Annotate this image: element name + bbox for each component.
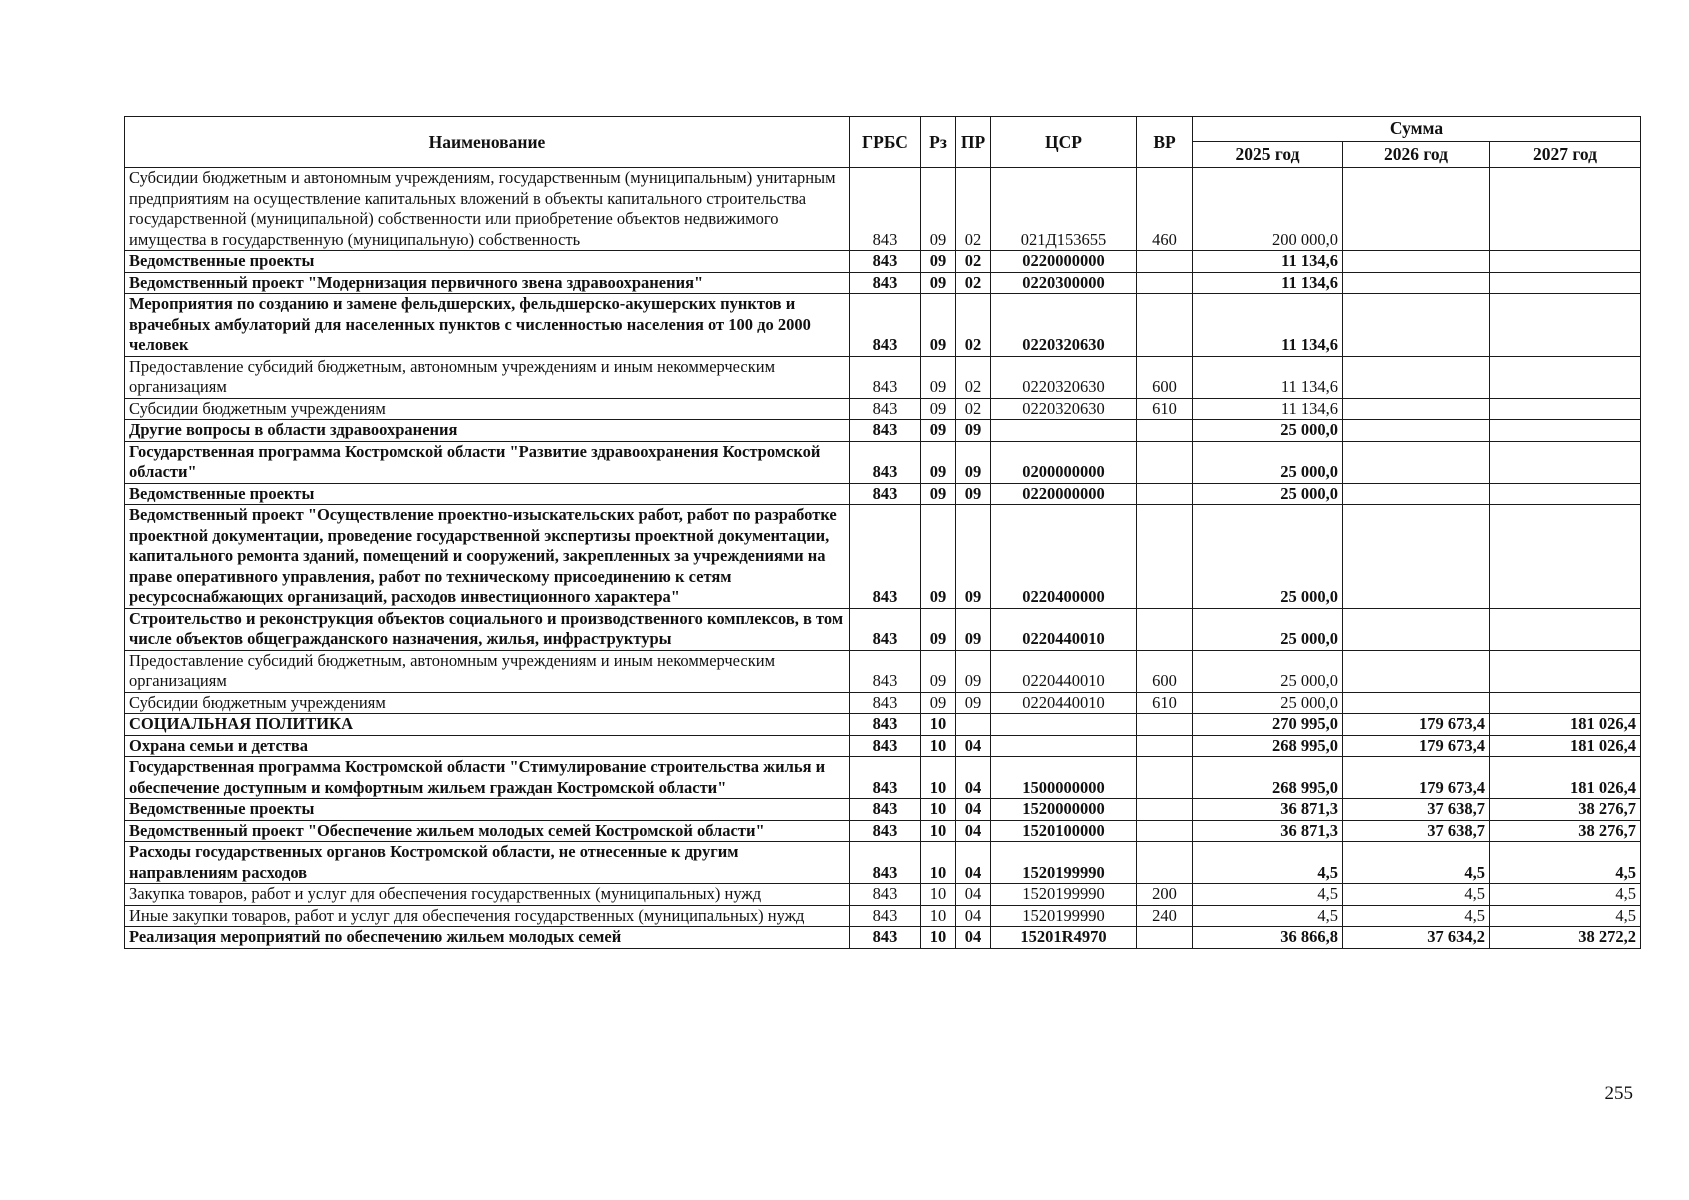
header-grbs: ГРБС [850,117,921,168]
cell-2025: 4,5 [1193,905,1343,927]
cell-2026: 4,5 [1343,905,1490,927]
table-body [125,168,1641,949]
cell-pr: 02 [956,294,991,357]
cell-2025: 25 000,0 [1193,650,1343,692]
cell-grbs: 843 [850,441,921,483]
cell-vr [1137,294,1193,357]
table-row [125,735,1641,757]
cell-grbs: 843 [850,799,921,821]
cell-2026 [1343,608,1490,650]
table-row [125,799,1641,821]
cell-name: Субсидии бюджетным и автономным учреждениям, государственным (муниципальным) унитарным предприятиям на осуществление капитальных вложений в объекты капитального строительства государственной (муниципальной) собственности или приобретение объектов недвижимого имущества в государственную (муниципальную) собственность [125,168,850,251]
cell-grbs: 843 [850,757,921,799]
cell-2025: 25 000,0 [1193,441,1343,483]
cell-vr: 240 [1137,905,1193,927]
cell-pr: 04 [956,735,991,757]
cell-2027 [1490,650,1641,692]
cell-pr [956,714,991,736]
cell-csr: 1520199990 [991,905,1137,927]
cell-2026 [1343,272,1490,294]
cell-csr: 1520000000 [991,799,1137,821]
cell-2025: 25 000,0 [1193,483,1343,505]
cell-name: Другие вопросы в области здравоохранения [125,420,850,442]
table-row [125,842,1641,884]
table-row [125,505,1641,609]
cell-pr: 09 [956,483,991,505]
table-row [125,714,1641,736]
table-row [125,420,1641,442]
cell-2025: 11 134,6 [1193,356,1343,398]
cell-csr: 0220400000 [991,505,1137,609]
cell-name: Закупка товаров, работ и услуг для обеспечения государственных (муниципальных) нужд [125,884,850,906]
header-year-2025: 2025 год [1193,141,1343,167]
cell-name: СОЦИАЛЬНАЯ ПОЛИТИКА [125,714,850,736]
table-row [125,356,1641,398]
cell-rz: 09 [921,692,956,714]
cell-2025: 11 134,6 [1193,251,1343,273]
cell-pr: 09 [956,505,991,609]
cell-2026 [1343,692,1490,714]
cell-pr: 04 [956,820,991,842]
cell-2025: 25 000,0 [1193,420,1343,442]
cell-2025: 25 000,0 [1193,505,1343,609]
cell-2027: 38 272,2 [1490,927,1641,949]
cell-name: Ведомственные проекты [125,251,850,273]
cell-pr: 02 [956,272,991,294]
table-row [125,905,1641,927]
cell-2027: 4,5 [1490,842,1641,884]
cell-2027: 181 026,4 [1490,714,1641,736]
cell-2026 [1343,420,1490,442]
cell-rz: 09 [921,168,956,251]
cell-2027: 38 276,7 [1490,799,1641,821]
cell-rz: 10 [921,842,956,884]
cell-grbs: 843 [850,842,921,884]
cell-grbs: 843 [850,714,921,736]
page-number: 255 [1604,1083,1633,1104]
cell-2027: 181 026,4 [1490,735,1641,757]
cell-rz: 09 [921,650,956,692]
cell-2027: 4,5 [1490,884,1641,906]
cell-2027 [1490,483,1641,505]
cell-grbs: 843 [850,505,921,609]
cell-grbs: 843 [850,608,921,650]
cell-rz: 09 [921,441,956,483]
table-row [125,692,1641,714]
cell-vr [1137,820,1193,842]
cell-2026 [1343,251,1490,273]
cell-2027 [1490,294,1641,357]
cell-csr [991,714,1137,736]
cell-pr: 09 [956,608,991,650]
cell-2027 [1490,272,1641,294]
cell-name: Ведомственный проект "Обеспечение жильем молодых семей Костромской области" [125,820,850,842]
cell-csr: 0220000000 [991,251,1137,273]
cell-name: Реализация мероприятий по обеспечению жильем молодых семей [125,927,850,949]
table-row [125,294,1641,357]
cell-2026 [1343,483,1490,505]
cell-csr: 1500000000 [991,757,1137,799]
cell-rz: 09 [921,420,956,442]
cell-2027 [1490,398,1641,420]
cell-pr: 04 [956,757,991,799]
cell-pr: 02 [956,251,991,273]
cell-rz: 09 [921,294,956,357]
cell-rz: 10 [921,714,956,736]
cell-vr [1137,505,1193,609]
cell-rz: 10 [921,799,956,821]
cell-2027 [1490,441,1641,483]
cell-name: Ведомственный проект "Осуществление проектно-изыскательских работ, работ по разработке проектной документации, проведение государственной экспертизы проектной документации, капитального ремонта зданий, помещений и сооружений, закрепленных за учреждениями на праве оперативного управления, работ по техническому присоединению к сетям ресурсоснабжающих организаций, расходов инвестиционного характера" [125,505,850,609]
cell-rz: 10 [921,820,956,842]
header-name: Наименование [125,117,850,168]
cell-grbs: 843 [850,650,921,692]
cell-2027: 38 276,7 [1490,820,1641,842]
cell-grbs: 843 [850,692,921,714]
cell-vr [1137,714,1193,736]
header-sum: Сумма [1193,117,1641,142]
cell-2027 [1490,251,1641,273]
cell-rz: 10 [921,927,956,949]
cell-2027 [1490,608,1641,650]
cell-csr: 15201R4970 [991,927,1137,949]
table-header [125,117,1641,168]
cell-vr [1137,420,1193,442]
cell-csr: 0220440010 [991,650,1137,692]
cell-pr: 04 [956,799,991,821]
cell-grbs: 843 [850,398,921,420]
cell-2025: 268 995,0 [1193,757,1343,799]
cell-pr: 02 [956,398,991,420]
table-row [125,650,1641,692]
cell-csr: 021Д153655 [991,168,1137,251]
cell-2027 [1490,356,1641,398]
cell-2026 [1343,650,1490,692]
cell-pr: 09 [956,441,991,483]
cell-grbs: 843 [850,294,921,357]
cell-rz: 09 [921,398,956,420]
cell-2026 [1343,505,1490,609]
cell-2026 [1343,294,1490,357]
cell-pr: 09 [956,650,991,692]
cell-2026 [1343,441,1490,483]
cell-csr: 1520199990 [991,842,1137,884]
cell-2026 [1343,398,1490,420]
cell-pr: 02 [956,168,991,251]
cell-grbs: 843 [850,905,921,927]
cell-csr: 1520100000 [991,820,1137,842]
cell-2026: 37 638,7 [1343,820,1490,842]
cell-2027 [1490,168,1641,251]
cell-name: Субсидии бюджетным учреждениям [125,692,850,714]
cell-pr: 02 [956,356,991,398]
cell-name: Ведомственные проекты [125,483,850,505]
cell-rz: 09 [921,505,956,609]
cell-grbs: 843 [850,420,921,442]
cell-rz: 09 [921,251,956,273]
cell-grbs: 843 [850,735,921,757]
cell-name: Государственная программа Костромской области "Развитие здравоохранения Костромской области" [125,441,850,483]
cell-pr: 09 [956,692,991,714]
cell-2025: 36 871,3 [1193,820,1343,842]
cell-csr: 0220320630 [991,398,1137,420]
cell-vr [1137,483,1193,505]
cell-2026: 179 673,4 [1343,735,1490,757]
cell-csr: 0220440010 [991,608,1137,650]
cell-vr [1137,799,1193,821]
cell-2025: 268 995,0 [1193,735,1343,757]
table-row [125,483,1641,505]
cell-pr: 04 [956,884,991,906]
cell-rz: 10 [921,757,956,799]
cell-2026: 4,5 [1343,884,1490,906]
cell-vr: 460 [1137,168,1193,251]
cell-2025: 200 000,0 [1193,168,1343,251]
cell-vr: 200 [1137,884,1193,906]
cell-vr: 610 [1137,692,1193,714]
table-row [125,168,1641,251]
cell-csr: 0220320630 [991,294,1137,357]
cell-2026 [1343,168,1490,251]
header-rz: Рз [921,117,956,168]
table-row [125,927,1641,949]
cell-name: Субсидии бюджетным учреждениям [125,398,850,420]
header-year-2027: 2027 год [1490,141,1641,167]
cell-2025: 270 995,0 [1193,714,1343,736]
table-row [125,398,1641,420]
cell-vr: 610 [1137,398,1193,420]
cell-2026: 37 638,7 [1343,799,1490,821]
cell-vr [1137,757,1193,799]
header-csr: ЦСР [991,117,1137,168]
cell-name: Охрана семьи и детства [125,735,850,757]
cell-2027: 4,5 [1490,905,1641,927]
header-pr: ПР [956,117,991,168]
cell-csr: 0220320630 [991,356,1137,398]
header-year-2026: 2026 год [1343,141,1490,167]
cell-vr [1137,441,1193,483]
cell-2025: 11 134,6 [1193,294,1343,357]
cell-pr: 04 [956,927,991,949]
cell-2026 [1343,356,1490,398]
cell-pr: 09 [956,420,991,442]
cell-2025: 11 134,6 [1193,272,1343,294]
cell-grbs: 843 [850,356,921,398]
table-row [125,820,1641,842]
header-vr: ВР [1137,117,1193,168]
cell-vr: 600 [1137,356,1193,398]
cell-2026: 4,5 [1343,842,1490,884]
cell-2026: 179 673,4 [1343,757,1490,799]
cell-rz: 10 [921,905,956,927]
cell-name: Предоставление субсидий бюджетным, автономным учреждениям и иным некоммерческим организациям [125,650,850,692]
cell-vr [1137,735,1193,757]
cell-rz: 10 [921,884,956,906]
cell-2025: 25 000,0 [1193,608,1343,650]
cell-rz: 10 [921,735,956,757]
cell-vr [1137,842,1193,884]
cell-2027 [1490,505,1641,609]
cell-grbs: 843 [850,272,921,294]
table-row [125,251,1641,273]
cell-2025: 4,5 [1193,842,1343,884]
cell-csr [991,735,1137,757]
cell-rz: 09 [921,483,956,505]
cell-2025: 25 000,0 [1193,692,1343,714]
cell-grbs: 843 [850,820,921,842]
cell-rz: 09 [921,356,956,398]
cell-2025: 36 866,8 [1193,927,1343,949]
cell-pr: 04 [956,905,991,927]
cell-csr: 0220300000 [991,272,1137,294]
cell-name: Расходы государственных органов Костромской области, не отнесенные к другим направлениям расходов [125,842,850,884]
cell-csr [991,420,1137,442]
cell-vr [1137,608,1193,650]
cell-2027: 181 026,4 [1490,757,1641,799]
cell-csr: 0220000000 [991,483,1137,505]
cell-csr: 0220440010 [991,692,1137,714]
cell-2026: 179 673,4 [1343,714,1490,736]
cell-name: Предоставление субсидий бюджетным, автономным учреждениям и иным некоммерческим организациям [125,356,850,398]
cell-rz: 09 [921,608,956,650]
table-row [125,608,1641,650]
cell-vr [1137,927,1193,949]
cell-name: Ведомственные проекты [125,799,850,821]
cell-csr: 0200000000 [991,441,1137,483]
cell-name: Ведомственный проект "Модернизация первичного звена здравоохранения" [125,272,850,294]
cell-rz: 09 [921,272,956,294]
cell-name: Государственная программа Костромской области "Стимулирование строительства жилья и обеспечение доступным и комфортным жильем граждан Костромской области" [125,757,850,799]
cell-2025: 11 134,6 [1193,398,1343,420]
cell-grbs: 843 [850,483,921,505]
cell-grbs: 843 [850,251,921,273]
cell-name: Иные закупки товаров, работ и услуг для обеспечения государственных (муниципальных) нужд [125,905,850,927]
cell-vr [1137,251,1193,273]
cell-grbs: 843 [850,927,921,949]
table-row [125,757,1641,799]
table-row [125,884,1641,906]
cell-2025: 4,5 [1193,884,1343,906]
cell-pr: 04 [956,842,991,884]
cell-name: Мероприятия по созданию и замене фельдшерских, фельдшерско-акушерских пунктов и врачебных амбулаторий для населенных пунктов с численностью населения от 100 до 2000 человек [125,294,850,357]
cell-name: Строительство и реконструкция объектов социального и производственного комплексов, в том числе объектов общегражданского назначения, жилья, инфраструктуры [125,608,850,650]
table-row [125,441,1641,483]
cell-2025: 36 871,3 [1193,799,1343,821]
cell-2026: 37 634,2 [1343,927,1490,949]
cell-grbs: 843 [850,884,921,906]
cell-csr: 1520199990 [991,884,1137,906]
cell-2027 [1490,420,1641,442]
cell-2027 [1490,692,1641,714]
budget-table [124,116,1641,949]
table-row [125,272,1641,294]
cell-grbs: 843 [850,168,921,251]
cell-vr: 600 [1137,650,1193,692]
cell-vr [1137,272,1193,294]
